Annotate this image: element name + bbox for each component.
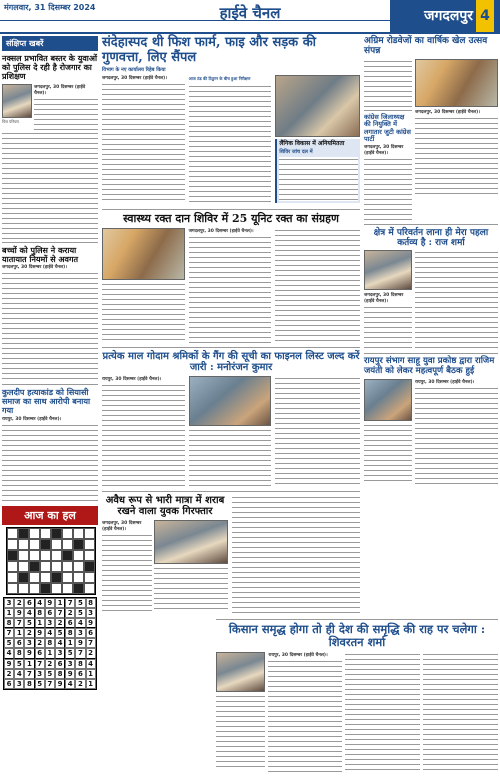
liquor-arrest-headline: अवैध रूप से भारी मात्रा में शराब रखने वाला युवक गिरफ्तार — [105, 494, 225, 518]
lead-subheadline: विभाग के नए कार्यालय रिहेब किया — [102, 66, 166, 73]
sudoku-cell: 6 — [4, 679, 14, 689]
liquor-arrest-photo — [154, 520, 228, 564]
sudoku-cell: 7 — [86, 638, 96, 648]
sudoku-cell: 3 — [35, 669, 45, 679]
left-column — [2, 36, 98, 781]
sudoku-cell: 6 — [55, 659, 65, 669]
right-column — [364, 36, 498, 484]
shivratan-sharma-photo — [216, 652, 265, 692]
story1-body-continued — [2, 131, 98, 239]
sudoku-cell: 9 — [4, 659, 14, 669]
area-change-body-b — [415, 250, 498, 350]
sudoku-cell: 1 — [35, 618, 45, 628]
sudoku-cell: 5 — [24, 618, 34, 628]
sudoku-cell: 7 — [4, 628, 14, 638]
sudoku-cell: 2 — [45, 659, 55, 669]
sudoku-cell: 5 — [14, 659, 24, 669]
sudoku-cell: 5 — [55, 628, 65, 638]
warehouse-meeting-photo — [189, 376, 272, 426]
sudoku-cell: 6 — [75, 669, 85, 679]
sudoku-cell: 6 — [65, 618, 75, 628]
congress-body — [364, 157, 412, 221]
divider — [216, 619, 498, 620]
sudoku-cell: 3 — [86, 608, 96, 618]
sudoku-cell: 8 — [45, 638, 55, 648]
liquor-body-a — [102, 533, 152, 613]
left-story-body — [364, 59, 412, 107]
sudoku-cell: 4 — [75, 618, 85, 628]
story1-portrait-photo — [2, 84, 32, 118]
sahu-meeting-body-b — [415, 386, 498, 484]
farmer-body-d — [423, 652, 498, 772]
sudoku-cell: 1 — [86, 679, 96, 689]
blood-camp-dateline: जगदलपुर, 30 दिसम्बर (हाईवे चैनल)। — [188, 228, 254, 234]
sudoku-cell: 9 — [75, 638, 85, 648]
farmer-story — [216, 616, 498, 773]
story1-body — [34, 97, 98, 131]
story1-photo-caption: चित्र परिचय — [2, 118, 19, 124]
sudoku-cell: 1 — [45, 648, 55, 658]
sudoku-cell: 9 — [35, 628, 45, 638]
sudoku-cell: 1 — [65, 638, 75, 648]
sudoku-cell: 2 — [4, 669, 14, 679]
farmer-body-a — [216, 694, 265, 770]
sudoku-cell: 5 — [65, 648, 75, 658]
farmer-headline: किसान समृद्ध होगा तो ही देश की समृद्धि की राह पर चलेगा : शिवरतन शर्मा — [228, 622, 486, 650]
box-headline: लैंगिक विकास में अनियमितता — [279, 139, 345, 147]
story3-headline: कुलदीप हत्याकांड को सियासी समाज का साथ आरोपी बनाया गया — [2, 386, 91, 416]
sudoku-cell: 2 — [14, 598, 24, 608]
sports-fest-body — [415, 116, 498, 194]
area-change-headline: क्षेत्र में परिवर्तन लाना ही मेरा पहला कर्तव्य है : राज शर्मा — [373, 227, 489, 248]
blood-camp-photo — [102, 228, 185, 280]
farmer-body-b — [268, 659, 341, 773]
lead-body — [102, 82, 185, 200]
sudoku-cell: 7 — [35, 659, 45, 669]
sudoku-cell: 9 — [86, 618, 96, 628]
divider — [364, 224, 498, 225]
sahu-meeting-headline: रायपुर संभाग साहू युवा प्रकोष्ठ द्वारा राजिम जयंती को लेकर महत्वपूर्ण बैठक हुई — [364, 356, 495, 377]
sports-fest-photo — [415, 59, 498, 107]
blood-camp-body-c — [275, 228, 360, 344]
sudoku-cell: 3 — [14, 679, 24, 689]
blood-camp-body-a — [102, 282, 185, 342]
box-subheadline: शिविर जांच दल में — [279, 148, 313, 155]
page-section-name: जगदलपुर — [424, 8, 473, 24]
sudoku-cell: 3 — [65, 659, 75, 669]
sudoku-cell: 7 — [75, 648, 85, 658]
sudoku-cell: 1 — [86, 669, 96, 679]
sudoku-cell: 7 — [14, 618, 24, 628]
story2-headline: बच्चों को पुलिस ने कराया यातायात नियमों से अवगत — [2, 244, 79, 264]
sudoku-cell: 5 — [75, 608, 85, 618]
sudoku-cell: 9 — [55, 679, 65, 689]
center-column — [102, 36, 360, 613]
sudoku-cell: 9 — [24, 648, 34, 658]
crossword-grid — [6, 527, 96, 595]
sudoku-cell: 8 — [75, 659, 85, 669]
farmer-dateline: रायपुर, 30 दिसम्बर (हाईवे चैनल)। — [268, 653, 328, 659]
divider — [364, 110, 412, 111]
divider — [364, 353, 498, 354]
page-banner — [390, 0, 500, 32]
sports-fest-headline: अग्रिम रोडवेजों का वार्षिक खेल उत्सव संपन्न — [364, 36, 488, 57]
story1-headline: नक्सल प्रभावित बस्तर के युवाओं को पुलिस दे रही है रोजगार का प्रशिक्षण — [2, 53, 98, 82]
sudoku-solution-grid — [3, 597, 97, 691]
sudoku-cell: 2 — [75, 679, 85, 689]
sudoku-cell: 7 — [24, 669, 34, 679]
sudoku-cell: 6 — [35, 648, 45, 658]
sudoku-cell: 4 — [55, 638, 65, 648]
masthead — [0, 0, 500, 34]
sudoku-cell: 3 — [4, 598, 14, 608]
brief-news-tag: संक्षिप्त खबरें — [2, 36, 98, 51]
sudoku-cell: 7 — [45, 679, 55, 689]
raj-sharma-photo — [364, 250, 412, 290]
warehouse-body-a — [102, 383, 185, 487]
sudoku-cell: 5 — [75, 598, 85, 608]
sudoku-cell: 4 — [24, 608, 34, 618]
box-body — [279, 157, 358, 201]
sudoku-cell: 1 — [55, 598, 65, 608]
divider — [102, 491, 360, 492]
congress-headline: कांग्रेस जिलाध्यक्ष की नियुक्ति में लगातार जुटी कांग्रेस पार्टी — [364, 112, 411, 144]
warehouse-gang-headline: प्रत्येक माल गोदाम श्रमिकों के गैंग की सूची का फाइनल लिस्ट जल्द करें जारी : मनोरंजन कुमार — [102, 350, 360, 374]
divider — [2, 384, 98, 385]
sudoku-cell: 1 — [14, 628, 24, 638]
liquor-body-b — [154, 566, 228, 610]
page-number: 4 — [476, 0, 494, 32]
blood-camp-headline: स्वास्थ्य रक्त दान शिविर में 25 यूनिट रक्त का संग्रहण — [123, 211, 339, 225]
sudoku-cell: 8 — [55, 669, 65, 679]
lead-body-col2 — [189, 84, 272, 206]
sahu-meeting-photo — [364, 379, 412, 421]
sudoku-cell: 5 — [4, 638, 14, 648]
sudoku-cell: 9 — [65, 669, 75, 679]
sudoku-cell: 6 — [24, 598, 34, 608]
sudoku-cell: 4 — [86, 659, 96, 669]
lead-headline: संदेहास्पद थी फिश फार्म, फाइ और सड़क की गुणवत्ता, लिए सैंपल — [102, 35, 317, 65]
sudoku-cell: 2 — [86, 648, 96, 658]
sudoku-cell: 2 — [65, 608, 75, 618]
sports-fest-dateline: जगदलपुर, 30 दिसम्बर (हाईवे चैनल)। — [415, 109, 480, 115]
sudoku-cell: 4 — [14, 669, 24, 679]
lead-side-caption: आज ठंड की ठिठुरन के बीच हुआ निरीक्षण — [188, 75, 251, 81]
sudoku-cell: 8 — [24, 679, 34, 689]
area-change-dateline: जगदलपुर, 30 दिसम्बर (हाईवे चैनल)। — [364, 293, 404, 305]
warehouse-body-c — [275, 376, 360, 488]
area-change-body-a — [364, 305, 412, 349]
story3-dateline: रायपुर, 30 दिसम्बर (हाईवे चैनल)। — [2, 416, 62, 422]
sudoku-cell: 8 — [86, 598, 96, 608]
sudoku-cell: 5 — [35, 679, 45, 689]
story1-dateline: जगदलपुर, 30 दिसम्बर (हाईवे चैनल)। — [34, 84, 86, 96]
sahu-meeting-body-a — [364, 423, 412, 483]
sudoku-cell: 9 — [14, 608, 24, 618]
sudoku-cell: 2 — [24, 628, 34, 638]
sudoku-cell: 4 — [65, 679, 75, 689]
story2-body — [2, 271, 98, 381]
sudoku-cell: 2 — [35, 638, 45, 648]
liquor-body-c — [232, 495, 360, 613]
sudoku-cell: 3 — [75, 628, 85, 638]
divider — [2, 242, 98, 243]
puzzle-section-title: आज का हल — [2, 506, 98, 525]
sudoku-cell: 9 — [45, 598, 55, 608]
irregularity-box — [275, 139, 360, 203]
story2-dateline: जगदलपुर, 30 दिसम्बर (हाईवे चैनल)। — [2, 264, 67, 270]
congress-dateline: जगदलपुर, 30 दिसम्बर (हाईवे चैनल)। — [364, 144, 404, 156]
sudoku-cell: 7 — [65, 598, 75, 608]
sudoku-cell: 4 — [35, 598, 45, 608]
story3-body — [2, 423, 98, 503]
sudoku-cell: 8 — [65, 628, 75, 638]
sudoku-cell: 4 — [45, 628, 55, 638]
lead-photo — [275, 75, 360, 137]
issue-date: मंगलवार, 31 दिसम्बर 2024 — [4, 3, 96, 12]
farmer-body-c — [345, 652, 420, 772]
sudoku-cell: 8 — [4, 618, 14, 628]
warehouse-dateline: रायपुर, 30 दिसम्बर (हाईवे चैनल)। — [102, 376, 162, 382]
sudoku-cell: 4 — [4, 648, 14, 658]
sudoku-cell: 2 — [55, 618, 65, 628]
sudoku-cell: 3 — [45, 618, 55, 628]
sahu-meeting-dateline: रायपुर, 30 दिसम्बर (हाईवे चैनल)। — [415, 379, 475, 385]
blood-camp-body-b — [189, 235, 272, 343]
sudoku-cell: 6 — [14, 638, 24, 648]
lead-dateline: जगदलपुर, 30 दिसम्बर (हाईवे चैनल)। — [102, 75, 167, 81]
sudoku-cell: 1 — [4, 608, 14, 618]
sudoku-cell: 6 — [86, 628, 96, 638]
sudoku-cell: 1 — [24, 659, 34, 669]
sudoku-cell: 6 — [45, 608, 55, 618]
warehouse-body-b — [189, 428, 272, 486]
sudoku-cell: 3 — [55, 648, 65, 658]
sudoku-cell: 5 — [45, 669, 55, 679]
sudoku-cell: 3 — [24, 638, 34, 648]
newspaper-title: हाईवे चैनल — [219, 4, 281, 22]
sudoku-cell: 8 — [14, 648, 24, 658]
sudoku-cell: 8 — [35, 608, 45, 618]
divider — [102, 347, 360, 348]
liquor-dateline: जगदलपुर, 30 दिसम्बर (हाईवे चैनल)। — [102, 520, 142, 532]
sudoku-cell: 7 — [55, 608, 65, 618]
divider — [102, 209, 360, 210]
